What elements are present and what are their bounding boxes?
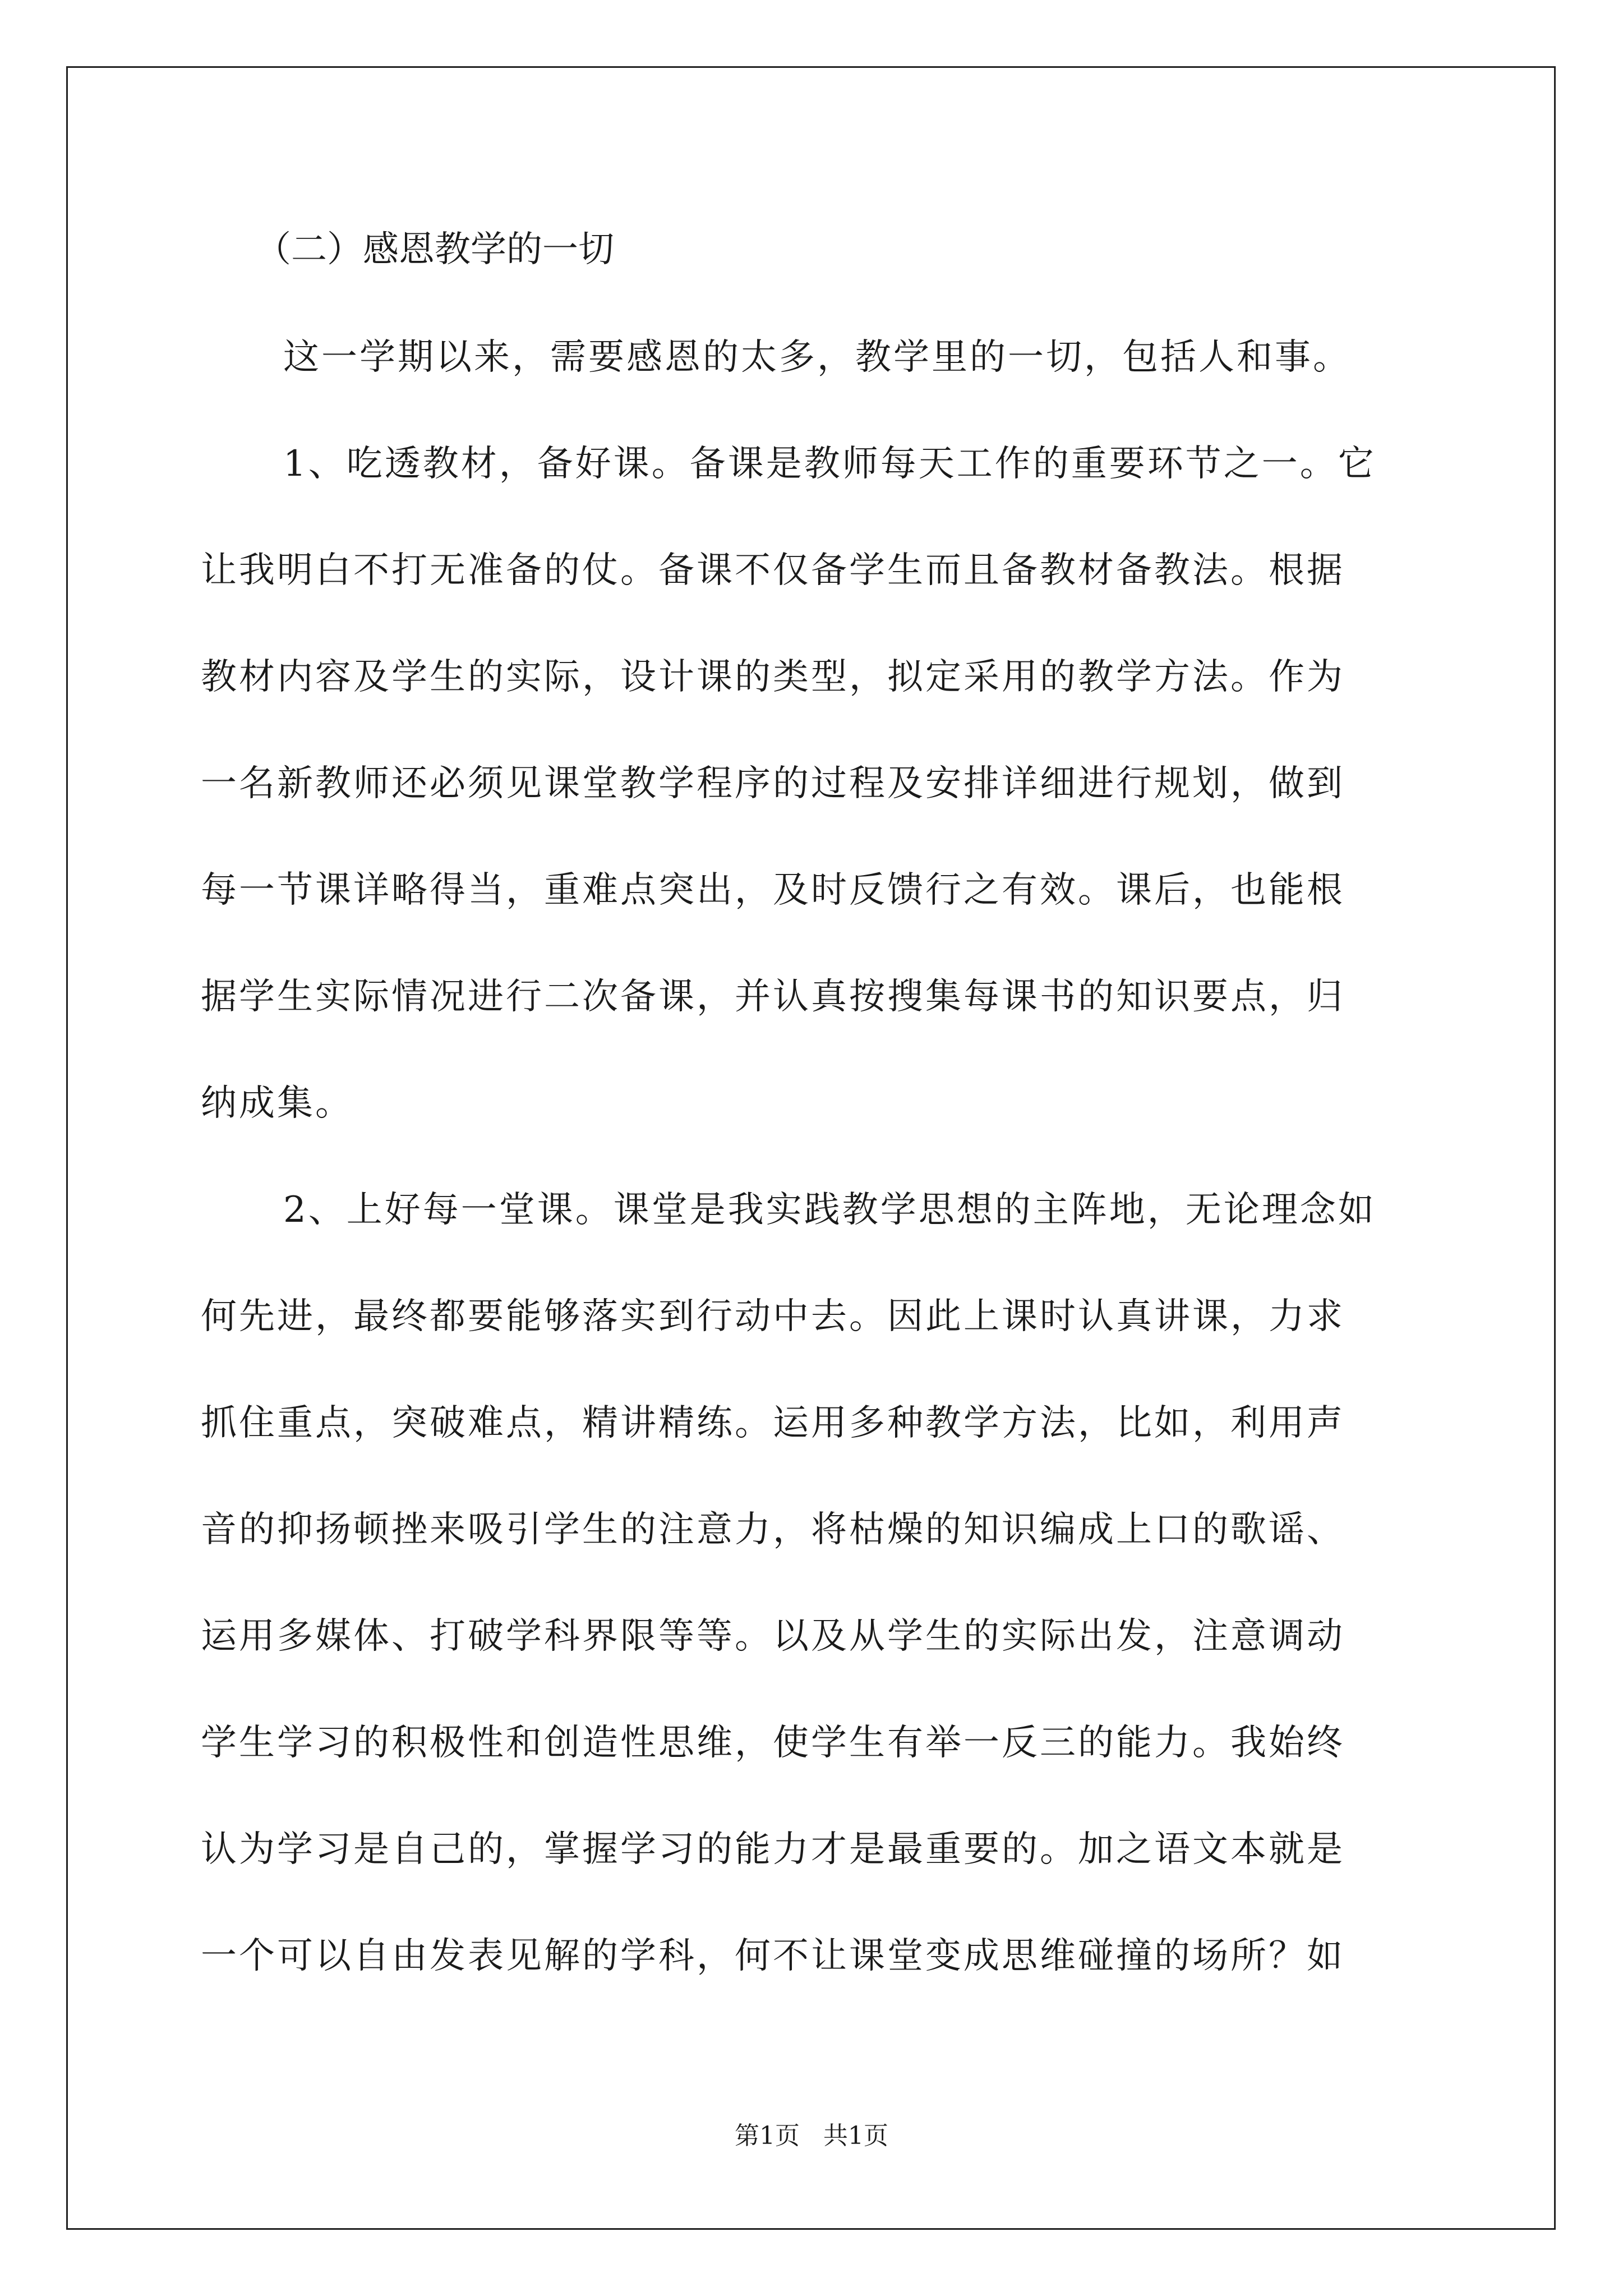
paragraph-line: 这一学期以来，需要感恩的太多，教学里的一切，包括人和事。: [283, 337, 1351, 378]
paragraph-line: 让我明白不打无准备的仗。备课不仅备学生而且备教材备教法。根据: [201, 550, 1345, 591]
paragraph-line: 抓住重点，突破难点，精讲精练。运用多种教学方法，比如，利用声: [201, 1402, 1345, 1444]
page-border: [66, 66, 1556, 2230]
page-footer: [0, 2119, 1623, 2153]
paragraph-line: 据学生实际情况进行二次备课，并认真按搜集每课书的知识要点，归: [201, 976, 1345, 1018]
page-number-current: 第1页: [735, 2122, 800, 2150]
paragraph-line: 音的抑扬顿挫来吸引学生的注意力，将枯燥的知识编成上口的歌谣、: [201, 1509, 1345, 1550]
paragraph-line: 何先进，最终都要能够落实到行动中去。因此上课时认真讲课，力求: [201, 1296, 1345, 1337]
paragraph-line: 教材内容及学生的实际，设计课的类型，拟定采用的教学方法。作为: [201, 656, 1345, 698]
paragraph-line: 1、吃透教材，备好课。备课是教师每天工作的重要环节之一。它: [283, 443, 1376, 485]
paragraph-line: 一个可以自由发表见解的学科，何不让课堂变成思维碰撞的场所？如: [201, 1935, 1345, 1977]
paragraph-line: 一名新教师还必须见课堂教学程序的过程及安排详细进行规划，做到: [201, 763, 1345, 804]
page-number-total: 共1页: [823, 2122, 888, 2150]
paragraph-line: 认为学习是自己的，掌握学习的能力才是最重要的。加之语文本就是: [201, 1829, 1345, 1870]
paragraph-line: 学生学习的积极性和创造性思维，使学生有举一反三的能力。我始终: [201, 1722, 1345, 1764]
paragraph-line: 纳成集。: [201, 1083, 353, 1124]
paragraph-line: 每一节课详略得当，重难点突出，及时反馈行之有效。课后，也能根: [201, 869, 1345, 911]
paragraph-line: 运用多媒体、打破学科界限等等。以及从学生的实际出发，注意调动: [201, 1616, 1345, 1657]
section-heading: （二）感恩教学的一切: [255, 229, 614, 270]
paragraph-line: 2、上好每一堂课。课堂是我实践教学思想的主阵地，无论理念如: [283, 1189, 1376, 1231]
